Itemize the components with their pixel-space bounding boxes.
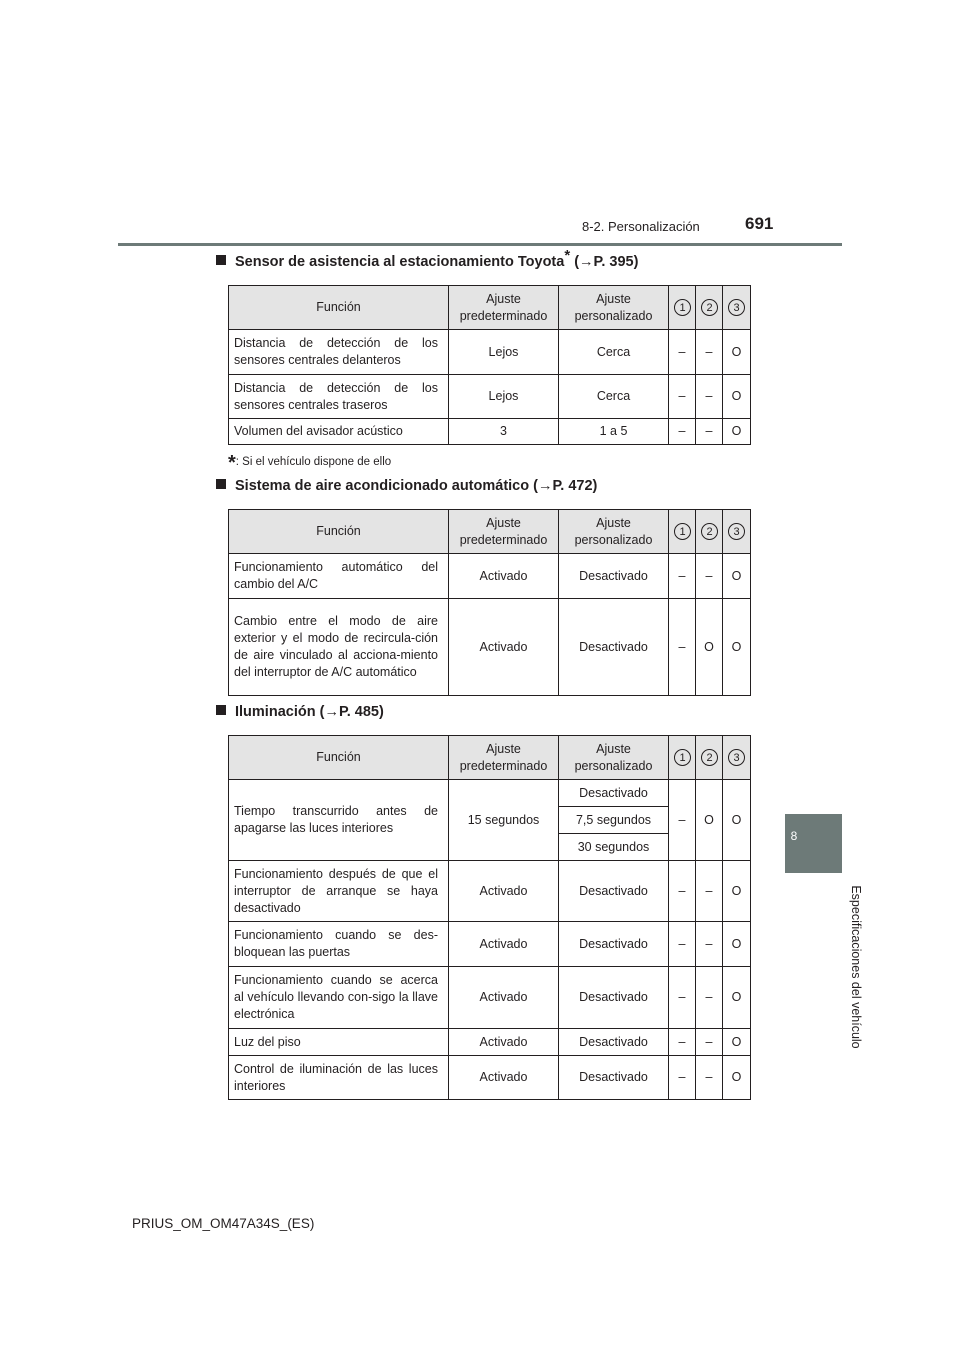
custom-cell: Cerca [559, 375, 669, 419]
method-1-cell: – [669, 1029, 696, 1056]
circled-number-icon: 2 [701, 523, 718, 540]
default-cell: 15 segundos [449, 780, 559, 861]
column-header-custom: Ajuste personalizado [559, 736, 669, 780]
table-row [229, 599, 751, 696]
method-3-cell: O [723, 780, 751, 861]
table-header-row [229, 510, 751, 554]
circled-number-icon: 2 [701, 299, 718, 316]
custom-cell: Desactivado [559, 599, 669, 696]
method-2-cell: – [696, 861, 723, 922]
custom-cell: Desactivado [559, 554, 669, 599]
method-3-cell: O [723, 599, 751, 696]
default-cell: Activado [449, 861, 559, 922]
method-2-cell: – [696, 922, 723, 967]
custom-option-cell: 30 segundos [559, 834, 669, 861]
table-row [229, 419, 751, 445]
chapter-number: 8 [790, 829, 798, 843]
table-row [229, 330, 751, 375]
method-3-cell: O [723, 861, 751, 922]
function-cell: Funcionamiento cuando se des-bloquean las puertas [229, 922, 449, 967]
circled-number-icon: 2 [701, 749, 718, 766]
method-2-cell: – [696, 967, 723, 1029]
circled-number-icon: 3 [728, 749, 745, 766]
method-3-cell: O [723, 375, 751, 419]
method-1-cell: – [669, 375, 696, 419]
function-cell: Volumen del avisador acústico [229, 419, 449, 445]
section-heading-lighting [216, 704, 384, 720]
asterisk: * [564, 247, 571, 265]
footnote-text: : Si el vehículo dispone de ello [235, 456, 392, 468]
section-heading-air-conditioning [216, 478, 597, 494]
section-heading-parking-sensor [216, 247, 639, 270]
default-cell: Activado [449, 599, 559, 696]
custom-cell: Desactivado [559, 861, 669, 922]
method-1-cell: – [669, 1056, 696, 1100]
chapter-label: Especificaciones del vehículo [849, 885, 863, 1049]
column-header-3 [723, 736, 751, 780]
column-header-default: Ajuste predeterminado [449, 286, 559, 330]
table-header-row [229, 736, 751, 780]
column-header-function: Función [229, 736, 449, 780]
method-1-cell: – [669, 780, 696, 861]
method-2-cell: – [696, 330, 723, 375]
method-3-cell: O [723, 330, 751, 375]
bullet-square-icon [216, 705, 226, 715]
method-2-cell: – [696, 419, 723, 445]
table-row [229, 861, 751, 922]
function-cell: Distancia de detección de los sensores centrales delanteros [229, 330, 449, 375]
table-header-row [229, 286, 751, 330]
chapter-tab [785, 814, 842, 873]
method-1-cell: – [669, 861, 696, 922]
page-reference[interactable]: (→P. 472) [533, 478, 598, 494]
function-cell: Cambio entre el modo de aire exterior y el modo de recircula-ción de aire vinculado al acciona-miento del interruptor de A/C automático [229, 599, 449, 696]
custom-cell: Desactivado [559, 967, 669, 1029]
page-reference[interactable]: (→P. 485) [319, 704, 384, 720]
method-3-cell: O [723, 419, 751, 445]
method-2-cell: – [696, 1029, 723, 1056]
table-row [229, 967, 751, 1029]
column-header-custom: Ajuste personalizado [559, 510, 669, 554]
column-header-3 [723, 286, 751, 330]
method-3-cell: O [723, 967, 751, 1029]
table-row [229, 1056, 751, 1100]
footnote-asterisk: * [228, 452, 236, 474]
page-number: 691 [745, 214, 774, 233]
default-cell: Activado [449, 967, 559, 1029]
settings-table-air-conditioning [228, 509, 751, 696]
method-3-cell: O [723, 922, 751, 967]
column-header-2 [696, 510, 723, 554]
table-row [229, 1029, 751, 1056]
function-cell: Distancia de detección de los sensores centrales traseros [229, 375, 449, 419]
column-header-3 [723, 510, 751, 554]
section-title: 8-2. Personalización [582, 219, 700, 234]
method-3-cell: O [723, 554, 751, 599]
column-header-2 [696, 736, 723, 780]
column-header-1 [669, 736, 696, 780]
method-1-cell: – [669, 922, 696, 967]
function-cell: Tiempo transcurrido antes de apagarse las luces interiores [229, 780, 449, 861]
method-1-cell: – [669, 599, 696, 696]
custom-option-cell: 7,5 segundos [559, 807, 669, 834]
function-cell: Funcionamiento automático del cambio del A/C [229, 554, 449, 599]
method-1-cell: – [669, 967, 696, 1029]
function-cell: Control de iluminación de las luces interiores [229, 1056, 449, 1100]
bullet-square-icon [216, 479, 226, 489]
method-2-cell: – [696, 1056, 723, 1100]
settings-table-parking-sensor [228, 285, 751, 445]
column-header-custom: Ajuste personalizado [559, 286, 669, 330]
table-row [229, 554, 751, 599]
method-1-cell: – [669, 554, 696, 599]
bullet-square-icon [216, 255, 226, 265]
circled-number-icon: 3 [728, 523, 745, 540]
method-3-cell: O [723, 1029, 751, 1056]
method-1-cell: – [669, 330, 696, 375]
settings-table-lighting [228, 735, 751, 1100]
column-header-default: Ajuste predeterminado [449, 510, 559, 554]
method-2-cell: – [696, 554, 723, 599]
function-cell: Funcionamiento después de que el interruptor de arranque se haya desactivado [229, 861, 449, 922]
heading-text: Sensor de asistencia al estacionamiento Toyota [235, 254, 565, 270]
custom-cell: Desactivado [559, 1056, 669, 1100]
default-cell: 3 [449, 419, 559, 445]
method-3-cell: O [723, 1056, 751, 1100]
circled-number-icon: 3 [728, 299, 745, 316]
custom-cell: Desactivado [559, 922, 669, 967]
circled-number-icon: 1 [674, 523, 691, 540]
page-reference[interactable]: (→P. 395) [574, 254, 639, 270]
function-cell: Luz del piso [229, 1029, 449, 1056]
table-row [229, 922, 751, 967]
column-header-1 [669, 286, 696, 330]
default-cell: Activado [449, 1056, 559, 1100]
column-header-default: Ajuste predeterminado [449, 736, 559, 780]
heading-text: Sistema de aire acondicionado automático [235, 478, 530, 494]
method-2-cell: O [696, 599, 723, 696]
custom-cell: Cerca [559, 330, 669, 375]
circled-number-icon: 1 [674, 749, 691, 766]
heading-text: Iluminación [235, 704, 316, 720]
document-code: PRIUS_OM_OM47A34S_(ES) [132, 1216, 315, 1231]
default-cell: Activado [449, 922, 559, 967]
method-1-cell: – [669, 419, 696, 445]
method-2-cell: O [696, 780, 723, 861]
default-cell: Activado [449, 554, 559, 599]
column-header-function: Función [229, 510, 449, 554]
footnote [228, 452, 391, 475]
column-header-1 [669, 510, 696, 554]
column-header-2 [696, 286, 723, 330]
default-cell: Lejos [449, 330, 559, 375]
method-2-cell: – [696, 375, 723, 419]
table-row [229, 780, 751, 807]
custom-cell: Desactivado [559, 1029, 669, 1056]
column-header-function: Función [229, 286, 449, 330]
header-rule [118, 243, 842, 246]
function-cell: Funcionamiento cuando se acerca al vehículo llevando con-sigo la llave electrónica [229, 967, 449, 1029]
default-cell: Lejos [449, 375, 559, 419]
circled-number-icon: 1 [674, 299, 691, 316]
table-row [229, 375, 751, 419]
custom-cell: 1 a 5 [559, 419, 669, 445]
custom-option-cell: Desactivado [559, 780, 669, 807]
default-cell: Activado [449, 1029, 559, 1056]
